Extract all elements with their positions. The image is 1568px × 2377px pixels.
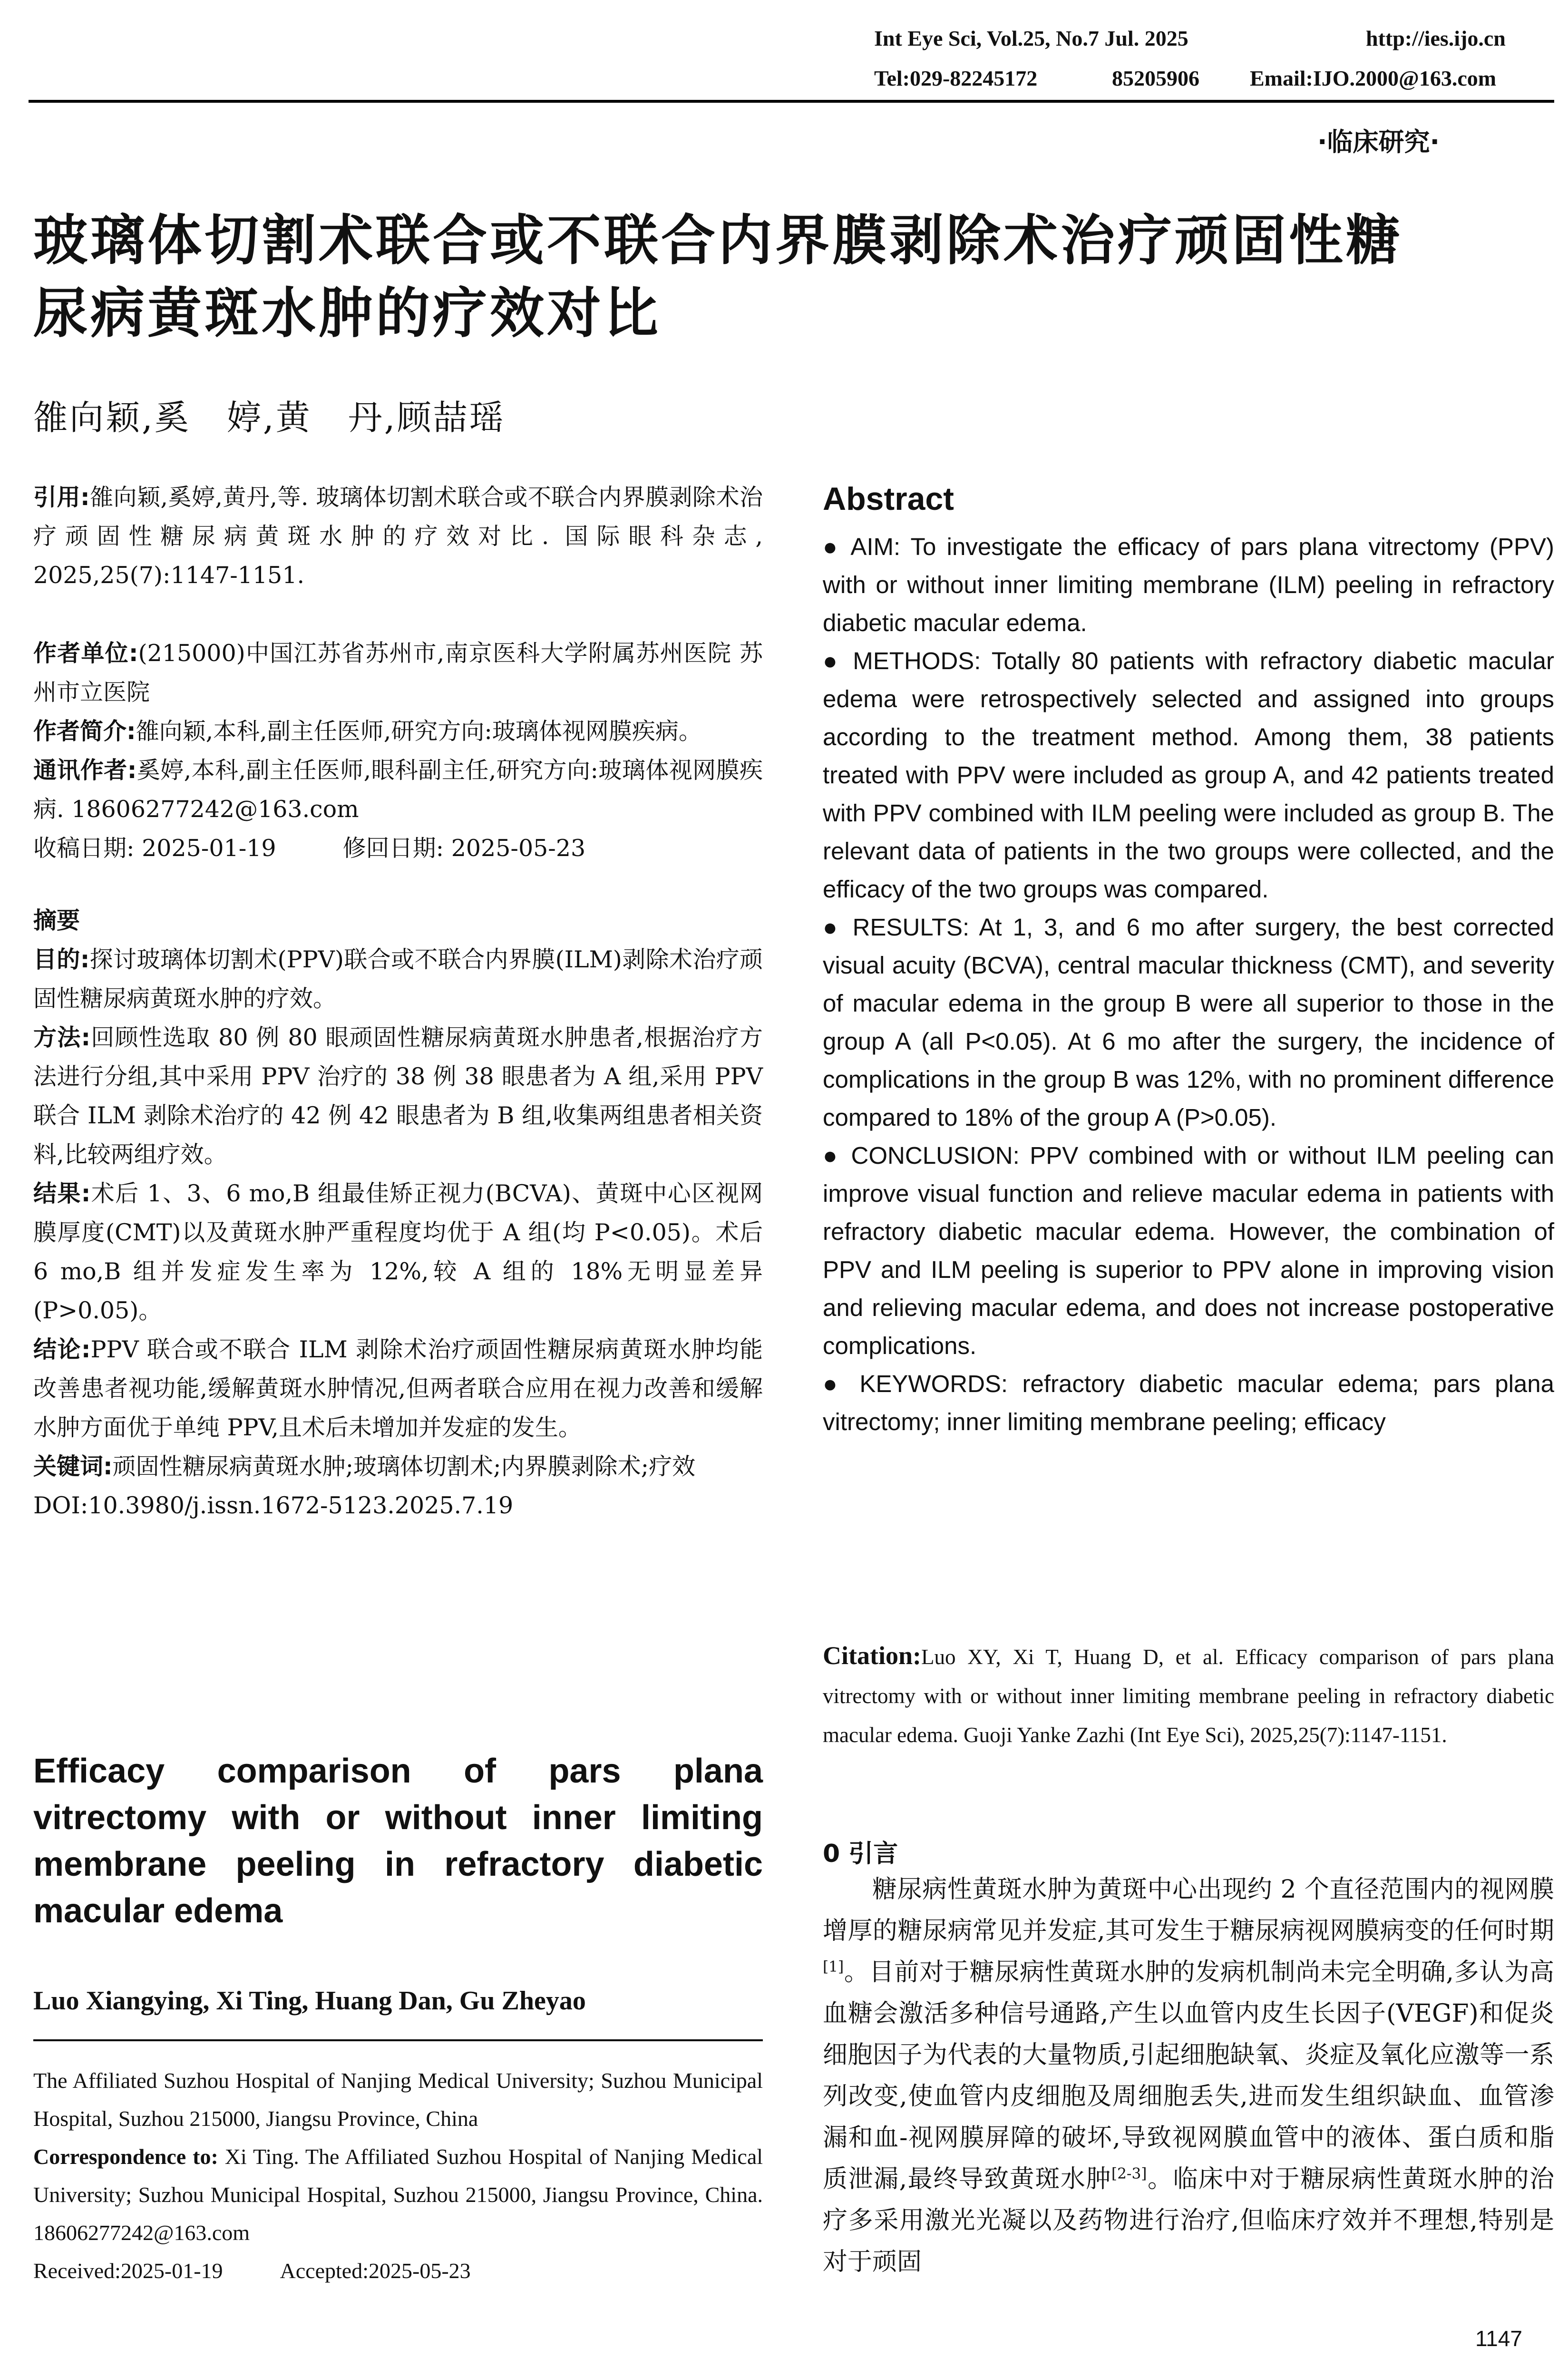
abstract-heading-zh: 摘要 bbox=[33, 907, 80, 934]
keywords-text: 顽固性糖尿病黄斑水肿;玻璃体切割术;内界膜剥除术;疗效 bbox=[112, 1453, 696, 1480]
en-results bbox=[823, 908, 1554, 1137]
en-conclusion-label: ● CONCLUSION: bbox=[823, 1142, 1020, 1169]
conclusion-label: 结论: bbox=[33, 1336, 91, 1363]
ref-2-3[interactable]: [2-3] bbox=[1111, 2165, 1147, 2182]
results-text: 术后 1、3、6 mo,B 组最佳矫正视力(BCVA)、黄斑中心区视网膜厚度(CMT)以及黄斑水肿严重程度均优于 A 组(均 P<0.05)。术后 6 mo,B 组并发症发生率为 12%,较 A 组的 18%无明显差异(P>0.05)。 bbox=[33, 1180, 763, 1324]
conclusion-text: PPV 联合或不联合 ILM 剥除术治疗顽固性糖尿病黄斑水肿均能改善患者视功能,缓解黄斑水肿情况,但两者联合应用在视力改善和缓解水肿方面优于单纯 PPV,且术后未增加并发症的发生。 bbox=[33, 1336, 763, 1441]
en-conclusion-text: PPV combined with or without ILM peeling can improve visual function and relieve macular edema in patients with refractory diabetic macular edema. However, the combination of PPV and ILM peeling is superior to PPV alone in improving vision and relieving macular edema, and does not increase postoperative complications. bbox=[823, 1142, 1555, 1359]
en-methods-text: Totally 80 patients with refractory diabetic macular edema were retrospectively selected and assigned into groups according to the treatment method. Among them, 38 patients treated with PPV were included as group A, and 42 patients treated with PPV combined with ILM peeling were included as group B. The relevant data of patients in the two groups were collected, and the efficacy of the two groups was compared. bbox=[823, 647, 1554, 903]
revised-date: 修回日期: 2025-05-23 bbox=[342, 835, 586, 862]
accepted-en: Accepted:2025-05-23 bbox=[280, 2259, 471, 2283]
left-column bbox=[33, 478, 763, 1525]
en-aim bbox=[823, 528, 1554, 642]
corr-en-block bbox=[33, 2138, 763, 2252]
corr-en-label: Correspondence to: bbox=[33, 2144, 218, 2169]
english-title: Efficacy comparison of pars plana vitrectomy with or without inner limiting membrane peeling in refractory diabetic macular edema bbox=[33, 1752, 763, 1930]
keywords-block bbox=[33, 1447, 763, 1486]
header-rule bbox=[29, 100, 1554, 103]
keywords-label: 关键词: bbox=[33, 1453, 113, 1480]
methods-text: 回顾性选取 80 例 80 眼顽固性糖尿病黄斑水肿患者,根据治疗方法进行分组,其中采用 PPV 治疗的 38 例 38 眼患者为 A 组,采用 PPV 联合 ILM 剥除术治疗的 42 例 42 眼患者为 B 组,收集两组患者相关资料,比较两组疗效。 bbox=[33, 1024, 763, 1168]
article-title-line2: 尿病黄斑水肿的疗效对比 bbox=[33, 282, 662, 345]
section-tag: ·临床研究· bbox=[1317, 127, 1440, 157]
intro-text-1: 糖尿病性黄斑水肿为黄斑中心出现约 2 个直径范围内的视网膜增厚的糖尿病常见并发症,其可发生于糖尿病视网膜病变的任何时期 bbox=[823, 1875, 1554, 1945]
corr-block bbox=[33, 751, 763, 829]
en-aim-label: ● AIM: bbox=[823, 533, 901, 560]
bio-block bbox=[33, 712, 763, 751]
bio-label: 作者简介: bbox=[33, 718, 136, 745]
citation-label: Citation: bbox=[823, 1641, 921, 1670]
authors-zh: 雒向颖,奚 婷,黄 丹,顾喆瑶 bbox=[33, 398, 506, 438]
bio-text: 雒向颖,本科,副主任医师,研究方向:玻璃体视网膜疾病。 bbox=[136, 718, 702, 745]
intro-body bbox=[823, 1869, 1554, 2283]
citation-text: Luo XY, Xi T, Huang D, et al. Efficacy comparison of pars plana vitrectomy with or without inner limiting membrane peeling in refractory diabetic macular edema. Guoji Yanke Zazhi (Int Eye Sci), 2025,25(7):1147-1151. bbox=[823, 1645, 1554, 1747]
journal-citation-header: Int Eye Sci, Vol.25, No.7 Jul. 2025 bbox=[874, 26, 1188, 50]
dates-block bbox=[33, 829, 763, 868]
aim-label: 目的: bbox=[33, 946, 90, 973]
results-block bbox=[33, 1174, 763, 1330]
english-affil-block bbox=[33, 2062, 763, 2290]
en-methods bbox=[823, 642, 1554, 908]
corr-text: 奚婷,本科,副主任医师,眼科副主任,研究方向:玻璃体视网膜疾病. 18606277242@163.com bbox=[33, 757, 763, 823]
received-en: Received:2025-01-19 bbox=[33, 2259, 223, 2283]
en-keywords bbox=[823, 1365, 1554, 1441]
en-keywords-text: refractory diabetic macular edema; pars plana vitrectomy; inner limiting membrane peeling; efficacy bbox=[823, 1370, 1554, 1435]
aim-text: 探讨玻璃体切割术(PPV)联合或不联合内界膜(ILM)剥除术治疗顽固性糖尿病黄斑水肿的疗效。 bbox=[33, 946, 763, 1012]
english-authors: Luo Xiangying, Xi Ting, Huang Dan, Gu Zheyao bbox=[33, 1986, 586, 2016]
intro-heading: 0 引言 bbox=[823, 1840, 898, 1868]
journal-tel: Tel:029-82245172 bbox=[874, 66, 1038, 90]
journal-tel2: 85205906 bbox=[1112, 66, 1199, 90]
dates-en bbox=[33, 2252, 763, 2290]
english-abstract bbox=[823, 528, 1554, 1441]
affiliation-text: The Affiliated Suzhou Hospital of Nanjing Medical University; Suzhou Municipal Hospital, Suzhou 215000, Jiangsu Province, China bbox=[33, 2068, 763, 2131]
doi[interactable]: DOI:10.3980/j.issn.1672-5123.2025.7.19 bbox=[33, 1492, 514, 1519]
en-results-text: At 1, 3, and 6 mo after surgery, the best corrected visual acuity (BCVA), central macular thickness (CMT), and severity of macular edema in the group B were all superior to those in the group A (all P<0.05). At 6 mo after the surgery, the incidence of complications in the group B was 12%, with no prominent difference compared to 18% of the group A (P>0.05). bbox=[823, 914, 1554, 1131]
unit-block bbox=[33, 634, 763, 712]
page-number: 1147 bbox=[1475, 2326, 1522, 2351]
cite-block bbox=[33, 478, 763, 595]
results-label: 结果: bbox=[33, 1180, 91, 1207]
corr-en-text: Xi Ting. The Affiliated Suzhou Hospital of Nanjing Medical University; Suzhou Municipal Hospital, Suzhou 215000, Jiangsu Province, China. 18606277242@163.com bbox=[33, 2144, 763, 2245]
en-results-label: ● RESULTS: bbox=[823, 914, 970, 941]
methods-block bbox=[33, 1018, 763, 1174]
ref-1[interactable]: [1] bbox=[823, 1958, 844, 1976]
intro-text-2: 。目前对于糖尿病性黄斑水肿的发病机制尚未完全明确,多认为高血糖会激活多种信号通路,产生以血管内皮生长因子(VEGF)和促炎细胞因子为代表的大量物质,引起细胞缺氧、炎症及氧化应激等一系列改变,使血管内皮细胞及周细胞丢失,进而发生组织缺血、血管渗漏和血-视网膜屏障的破坏,导致视网膜血管中的液体、蛋白质和脂质泄漏,最终导致黄斑水肿 bbox=[823, 1958, 1554, 2193]
methods-label: 方法: bbox=[33, 1024, 91, 1051]
abstract-heading-en: Abstract bbox=[823, 481, 954, 517]
journal-email[interactable]: Email:IJO.2000@163.com bbox=[1250, 66, 1497, 90]
en-methods-label: ● METHODS: bbox=[823, 647, 981, 674]
citation-block bbox=[823, 1636, 1554, 1754]
aim-block bbox=[33, 940, 763, 1018]
en-aim-text: To investigate the efficacy of pars plana vitrectomy (PPV) with or without inner limiting membrane (ILM) peeling in refractory diabetic macular edema. bbox=[823, 533, 1555, 636]
affiliation-rule bbox=[33, 2039, 763, 2041]
cite-label: 引用: bbox=[33, 484, 90, 511]
unit-text: (215000)中国江苏省苏州市,南京医科大学附属苏州医院 苏州市立医院 bbox=[33, 640, 763, 706]
unit-label: 作者单位: bbox=[33, 640, 138, 667]
intro-text-3: 。临床中对于糖尿病性黄斑水肿的治疗多采用激光光凝以及药物进行治疗,但临床疗效并不理想,特别是对于顽固 bbox=[823, 2165, 1554, 2276]
corr-label: 通讯作者: bbox=[33, 757, 137, 784]
journal-url[interactable]: http://ies.ijo.cn bbox=[1366, 26, 1506, 50]
conclusion-block bbox=[33, 1330, 763, 1447]
article-title-line1: 玻璃体切割术联合或不联合内界膜剥除术治疗顽固性糖 bbox=[33, 209, 1403, 272]
received-date: 收稿日期: 2025-01-19 bbox=[33, 835, 276, 862]
en-keywords-label: ● KEYWORDS: bbox=[823, 1370, 1008, 1397]
cite-text: 雒向颖,奚婷,黄丹,等. 玻璃体切割术联合或不联合内界膜剥除术治疗顽固性糖尿病黄斑水肿的疗效对比. 国际眼科杂志, 2025,25(7):1147-1151. bbox=[33, 484, 763, 589]
en-conclusion bbox=[823, 1137, 1554, 1365]
